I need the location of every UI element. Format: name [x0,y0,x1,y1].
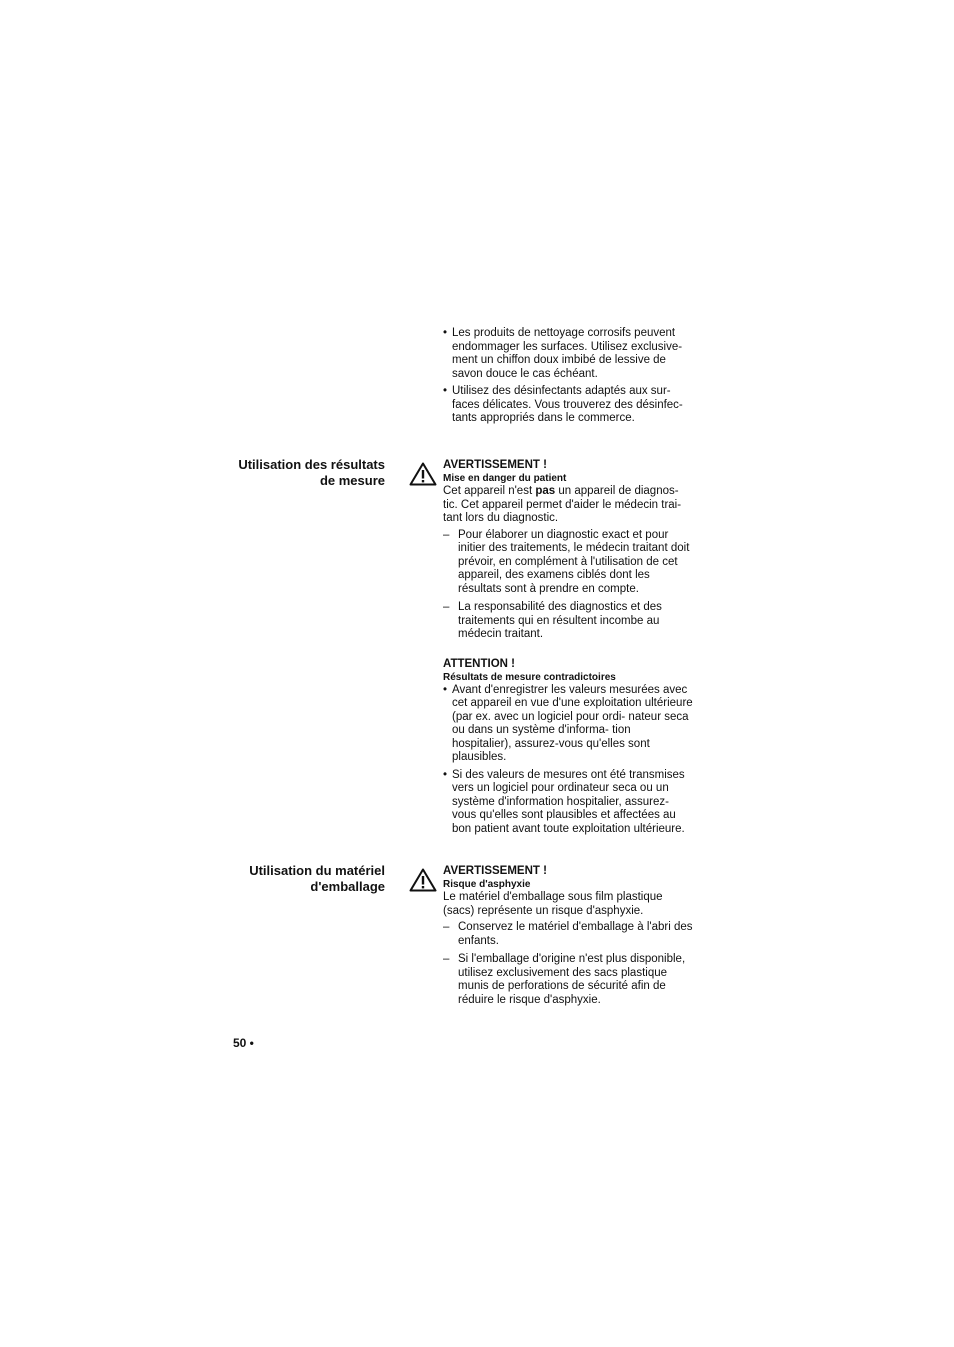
warning-triangle-icon [409,462,437,486]
heading-line: d'emballage [310,879,385,894]
attention-subtitle: Résultats de mesure contradictoires [443,671,616,683]
warning-subtitle: Mise en danger du patient [443,473,567,484]
section2-content [443,864,693,1012]
attention-bullet-list [443,684,693,837]
warning-dash-list [443,529,693,642]
text-segment: un appareil de diagnos- tic. Cet appareil permet d'aider le médecin trai- tant lors du diagnostic. [443,485,682,524]
section-heading-measurement-results [165,457,385,489]
heading-line: de mesure [319,473,385,488]
list-item: – Pour élaborer un diagnostic exact et pour initier des traitements, le médecin traitant doit prévoir, en complément à l'utilisation de cet appareil, des examens ciblés dont les résultats sont à prendre en compte. [443,529,693,597]
list-item: – Conservez le matériel d'emballage à l'abri des enfants. [443,921,693,948]
section1-content [443,458,693,840]
list-item: • Les produits de nettoyage corrosifs peuvent endommager les surfaces. Utilisez exclusive- ment un chiffon doux imbibé de lessive de savon douce le cas échéant. [443,327,693,381]
page-number: 50 • [233,1036,254,1050]
list-item: • Avant d'enregistrer les valeurs mesurées avec cet appareil en vue d'une exploitation ultérieure (par ex. avec un logiciel pour ordi- nateur seca ou dans un système d'informa- tion hospitalier), assurez-vous qu'elles sont plausibles. [443,684,693,765]
warning-triangle-icon [409,868,437,892]
list-item: – La responsabilité des diagnostics et des traitements qui en résultent incombe au médecin traitant. [443,601,693,642]
warning-subtitle: Risque d'asphyxie [443,879,531,890]
emphasis: pas [535,485,556,497]
text-segment: Cet appareil n'est [443,485,536,497]
warning-dash-list [443,921,693,1007]
warning-text: Le matériel d'emballage sous film plastique (sacs) représente un risque d'asphyxie. [443,891,663,917]
cleaning-bullet-list [443,327,693,426]
list-item: • Utilisez des désinfectants adaptés aux sur- faces délicates. Vous trouverez des désinfec- tants appropriés dans le commerce. [443,385,693,426]
attention-title: ATTENTION ! [443,657,515,670]
heading-line: Utilisation du matériel [249,863,385,878]
cleaning-notes [443,327,693,430]
warning-text [443,485,693,526]
section-heading-packaging [165,863,385,895]
list-item: • Si des valeurs de mesures ont été transmises vers un logiciel pour ordinateur seca ou un système d'information hospitalier, assurez- vous qu'elles sont plausibles et affectées au bon patient avant toute exploitation ultérieure. [443,769,693,837]
heading-line: Utilisation des résultats [238,457,385,472]
list-item: – Si l'emballage d'origine n'est plus disponible, utilisez exclusivement des sacs plastique munis de perforations de sécurité afin de réduire le risque d'asphyxie. [443,953,693,1007]
warning-title: AVERTISSEMENT ! [443,865,547,877]
warning-title: AVERTISSEMENT ! [443,459,547,471]
